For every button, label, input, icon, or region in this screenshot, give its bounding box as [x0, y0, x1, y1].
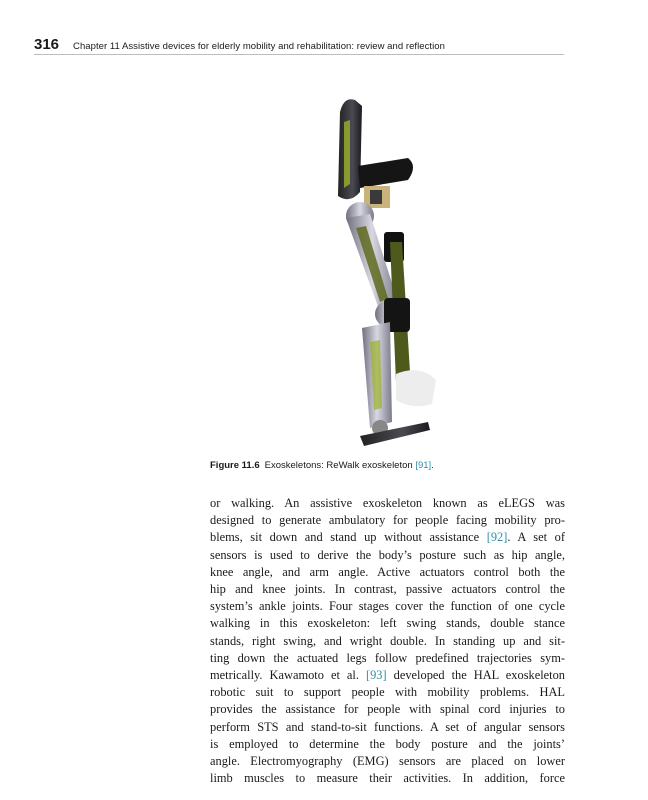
body-line-text: system’s ankle joints. Four stages cover the function of one cycle — [210, 599, 565, 614]
body-line — [210, 770, 565, 787]
body-line — [210, 753, 565, 770]
body-line-text: ting down the actuated legs follow predefined trajectories sym- — [210, 650, 565, 665]
figure-citation-link[interactable]: [91] — [415, 460, 432, 471]
body-line-text: metrically. Kawamoto et al. — [210, 668, 366, 683]
body-line — [210, 701, 565, 718]
body-line-text: . A set of — [507, 530, 565, 545]
body-line-text: walking in this exoskeleton: left swing stands, double stance — [210, 616, 565, 631]
body-line — [210, 719, 565, 736]
body-line — [210, 684, 565, 701]
figure-caption-text: Exoskeletons: ReWalk exoskeleton — [264, 460, 413, 471]
header-rule — [34, 54, 564, 55]
body-line-text: robotic suit to support people with mobility problems. HAL — [210, 685, 565, 700]
figure-caption — [210, 460, 570, 471]
body-line-text: sensors is used to derive the body’s posture such as hip angle, — [210, 547, 565, 562]
body-line-text: hip and knee joints. In contrast, passive actuators control the — [210, 582, 565, 597]
body-line — [210, 736, 565, 753]
body-line — [210, 564, 565, 581]
body-line-text: stands, right swing, and wright double. In standing up and sit- — [210, 633, 565, 648]
body-line — [210, 667, 565, 684]
body-text — [210, 495, 565, 787]
body-line — [210, 598, 565, 615]
body-line — [210, 512, 565, 529]
body-line-text: angle. Electromyography (EMG) sensors are placed on lower — [210, 754, 565, 769]
body-line-text: is employed to determine the body posture and the joints’ — [210, 736, 565, 751]
body-line-text: limb muscles to measure their activities. In addition, force — [210, 771, 565, 786]
body-line — [210, 547, 565, 564]
body-line-text: perform STS and stand-to-sit functions. A set of angular sensors — [210, 719, 565, 734]
figure-label: Figure 11.6 — [210, 460, 260, 471]
body-line — [210, 633, 565, 650]
body-line-text: designed to generate ambulatory for people facing mobility pro- — [210, 513, 565, 528]
body-line-text: or walking. An assistive exoskeleton known as eLEGS was — [210, 496, 565, 510]
body-line — [210, 529, 565, 546]
body-line-text: knee angle, and arm angle. Active actuators control both the — [210, 564, 565, 579]
body-line-text: blems, sit down and stand up without assistance — [210, 530, 487, 545]
body-line-text: developed the HAL exoskeleton — [386, 668, 565, 683]
citation-link[interactable]: [93] — [365, 668, 387, 683]
running-head-title: Chapter 11 Assistive devices for elderly mobility and rehabilitation: review and reflection — [73, 41, 445, 52]
citation-link[interactable]: [92] — [486, 530, 508, 545]
page-number: 316 — [34, 36, 60, 53]
body-line-text: provides the assistance for people with spinal cord injuries to — [210, 702, 565, 717]
body-line — [210, 650, 565, 667]
exoskeleton-figure — [300, 92, 460, 458]
body-line — [210, 615, 565, 632]
running-header — [34, 36, 564, 53]
body-line — [210, 581, 565, 598]
figure-caption-end: . — [431, 460, 434, 471]
body-line — [210, 495, 565, 512]
